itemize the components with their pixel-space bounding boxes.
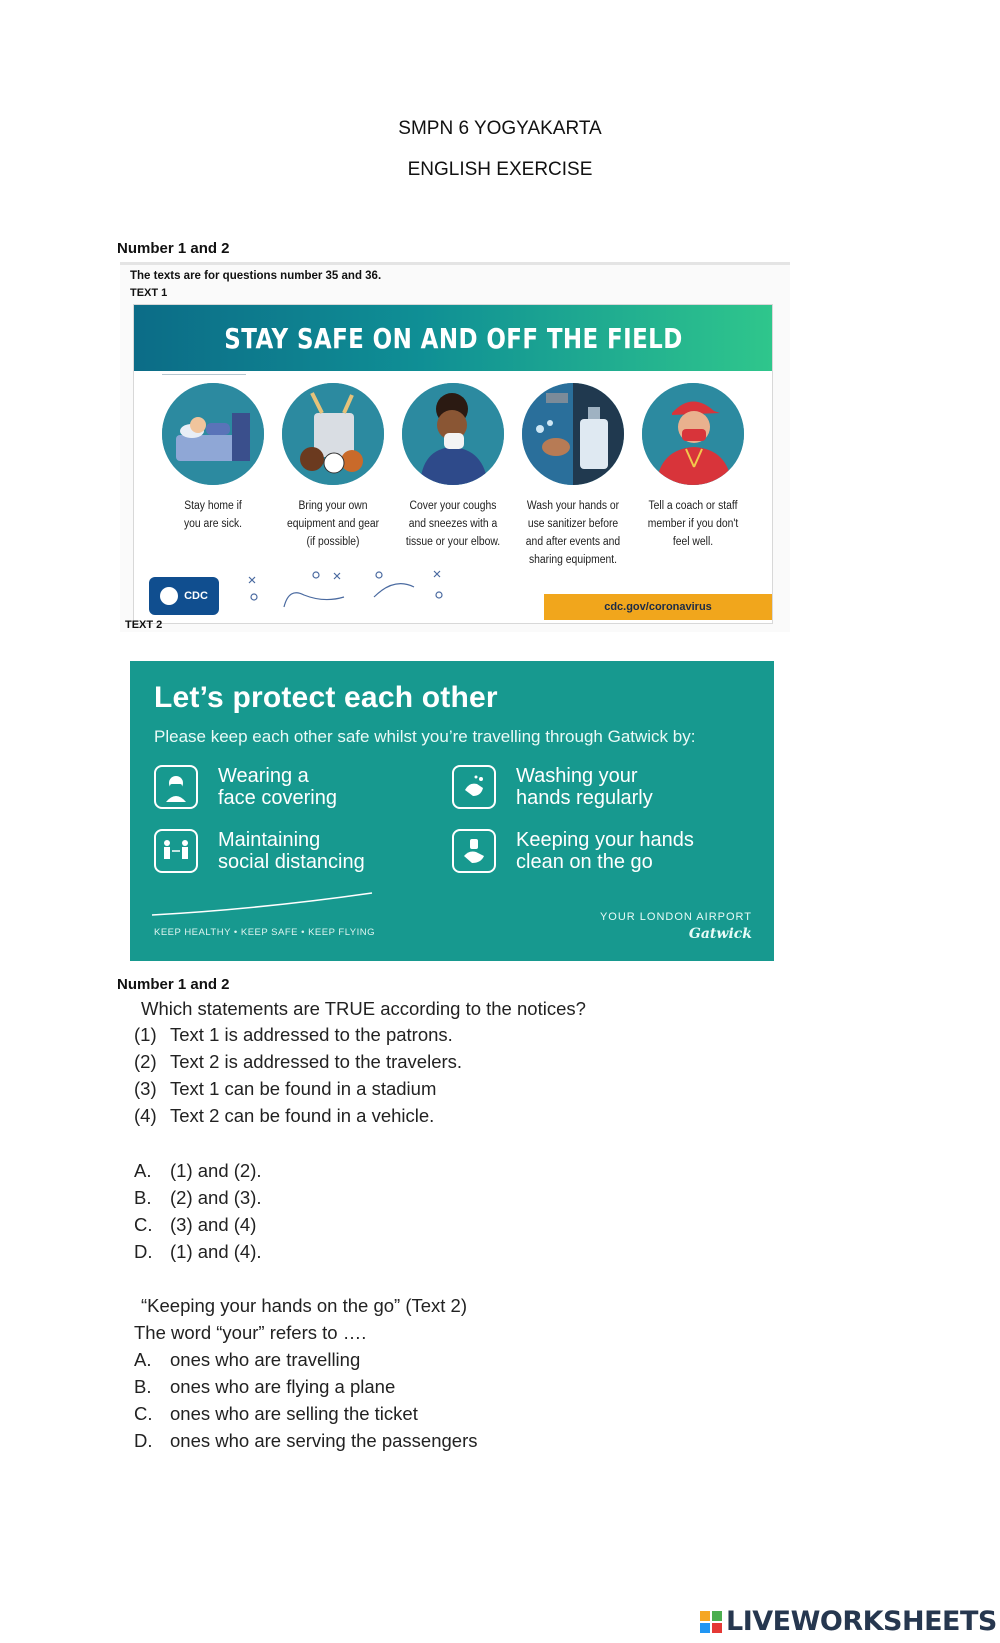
section-label: Number 1 and 2: [117, 976, 230, 993]
liveworksheets-logo[interactable]: [700, 1606, 997, 1637]
poster-title: STAY SAFE ON AND OFF THE FIELD: [223, 321, 683, 355]
poster-item-bring-equipment: Bring your own equipment and gear (if possible): [271, 383, 395, 551]
statement: (4) Text 2 can be found in a vehicle.: [134, 1105, 435, 1126]
plane-swoosh-icon: [150, 889, 380, 919]
poster-item-cover-coughs: Cover your coughs and sneezes with a tissue or your elbow.: [391, 383, 515, 551]
answer-option-a[interactable]: A. (1) and (2).: [134, 1160, 262, 1181]
sanitizer-hands-icon: [452, 829, 496, 873]
poster-item-clean-hands: Keeping your hands clean on the go: [452, 829, 716, 873]
gatwick-logo: Gatwick: [688, 926, 752, 942]
answer-option-a[interactable]: A. ones who are travelling: [134, 1349, 361, 1370]
social-distancing-icon: [154, 829, 198, 873]
cough-into-tissue-icon: [402, 383, 504, 485]
poster-footer: KEEP HEALTHY • KEEP SAFE • KEEP FLYING: [154, 927, 376, 938]
face-covering-icon: [154, 765, 198, 809]
cdc-url: cdc.gov/coronavirus: [544, 594, 772, 620]
text1-tag: TEXT 1: [130, 287, 168, 299]
statement: (1) Text 1 is addressed to the patrons.: [134, 1024, 453, 1045]
answer-option-d[interactable]: D. (1) and (4).: [134, 1241, 262, 1262]
cdc-logo: CDC: [149, 577, 219, 615]
hand-sanitizer-icon: [522, 383, 624, 485]
poster-item-tell-coach: Tell a coach or staff member if you don't feel well.: [631, 383, 755, 551]
text2-tag: TEXT 2: [125, 619, 163, 631]
cdc-poster: [133, 304, 773, 624]
sheet-intro: The texts are for questions number 35 and 36.: [130, 270, 382, 282]
wash-hands-icon: [452, 765, 496, 809]
divider: [162, 374, 246, 375]
poster-item-face-covering: Wearing a face covering: [154, 765, 418, 809]
statement: (3) Text 1 can be found in a stadium: [134, 1078, 437, 1099]
answer-option-b[interactable]: B. (2) and (3).: [134, 1187, 262, 1208]
answer-option-c[interactable]: C. (3) and (4): [134, 1214, 257, 1235]
poster-item-social-distancing: Maintaining social distancing: [154, 829, 418, 873]
play-diagram-doodle-icon: [244, 567, 464, 617]
poster-item-stay-home: Stay home if you are sick.: [151, 383, 275, 533]
equipment-bag-icon: [282, 383, 384, 485]
poster-banner: [134, 305, 772, 371]
poster-subtitle: Please keep each other safe whilst you’re travelling through Gatwick by:: [154, 727, 696, 746]
bed-icon: [162, 383, 264, 485]
liveworksheets-mark-icon: [700, 1611, 722, 1633]
gatwick-poster: [130, 661, 774, 961]
statement: (2) Text 2 is addressed to the travelers.: [134, 1051, 463, 1072]
exercise-title: ENGLISH EXERCISE: [407, 159, 593, 180]
liveworksheets-wordmark: LIVEWORKSHEETS: [726, 1606, 997, 1637]
poster-item-wash-hands: Washing your hands regularly: [452, 765, 716, 809]
coach-with-mask-icon: [642, 383, 744, 485]
answer-option-b[interactable]: B. ones who are flying a plane: [134, 1376, 396, 1397]
cdc-emblem-icon: [160, 587, 178, 605]
poster-item-wash-hands: Wash your hands or use sanitizer before and after events and sharing equipment.: [511, 383, 635, 569]
question2-prompt: The word “your” refers to ….: [134, 1322, 367, 1343]
answer-option-c[interactable]: C. ones who are selling the ticket: [134, 1403, 418, 1424]
text1-sheet: [120, 262, 790, 632]
airport-brand: YOUR LONDON AIRPORT Gatwick: [599, 911, 752, 942]
section-label: Number 1 and 2: [117, 240, 230, 257]
school-name: SMPN 6 YOGYAKARTA: [398, 118, 602, 139]
poster-title: Let’s protect each other: [154, 681, 498, 714]
question2-quote: “Keeping your hands on the go” (Text 2): [141, 1295, 467, 1316]
answer-option-d[interactable]: D. ones who are serving the passengers: [134, 1430, 478, 1451]
question1-prompt: Which statements are TRUE according to the notices?: [141, 998, 586, 1019]
